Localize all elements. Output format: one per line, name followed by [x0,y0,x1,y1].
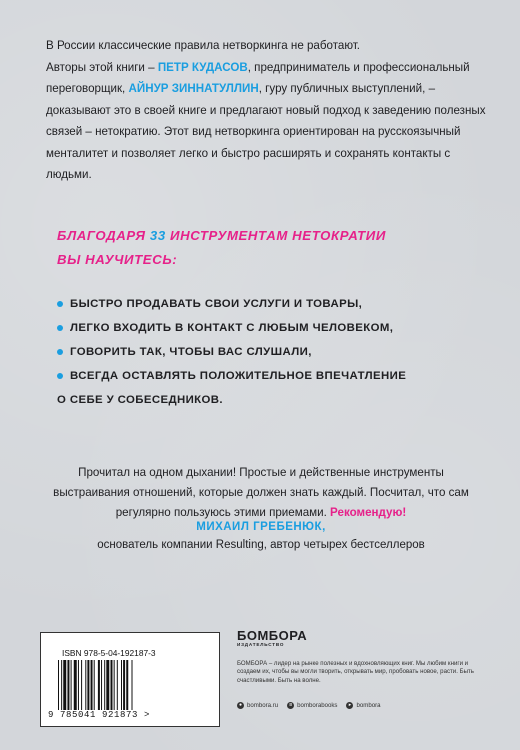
list-item-text: ГОВОРИТЬ ТАК, ЧТОБЫ ВАС СЛУШАЛИ, [70,346,312,358]
endorser [40,518,482,554]
bullet-icon [57,301,63,307]
annotation-text [46,35,486,186]
vk-icon: в [287,702,294,709]
intro-text-2: Авторы этой книги – [46,60,155,74]
testimonial-quote [40,463,482,523]
learn-pre: БЛАГОДАРЯ [57,228,146,243]
publisher-social [237,702,381,709]
quote-highlight: Рекомендую! [330,506,407,519]
barcode-digits: 9 785041 921873 > [48,710,151,720]
learn-number: 33 [149,228,166,243]
list-item-text: ВСЕГДА ОСТАВЛЯТЬ ПОЛОЖИТЕЛЬНОЕ ВПЕЧАТЛЕНИЕ [70,370,407,382]
list-item [57,340,477,364]
endorser-name: МИХАИЛ ГРЕБЕНЮК, [196,521,326,533]
social-web-label: bombora.ru [247,702,279,709]
intro-line-1: В России классические правила нетворкинга не работают. [46,39,361,52]
author-name-1: ПЕТР КУДАСОВ [157,60,248,74]
learn-heading [57,224,386,272]
list-item [57,292,477,316]
skills-list [57,292,477,412]
list-item-continuation: О СЕБЕ У СОБЕСЕДНИКОВ. [57,394,223,406]
messenger-icon: ▸ [346,702,353,709]
intro-text-4: , гуру публичных выступлений, – доказывают это в своей книге и предлагают новый подход к заведению полезных связей – нетократию. Этот вид нетворкинга ориентирован на русскоязычный менталитет и позволяет легко и быстро расширять и сохранять контакты с людьми. [46,82,486,181]
publisher-sub: ИЗДАТЕЛЬСТВО [237,642,285,647]
publisher-logo: БОМБОРА [237,628,308,643]
author-name-2: АЙНУР ЗИННАТУЛЛИН [128,82,259,95]
social-vk [287,702,337,709]
barcode-icon [58,660,198,710]
intro-text-3: , предприниматель и профессиональный переговорщик, [46,60,470,95]
social-messenger-label: bombora [356,702,381,709]
list-item [57,364,477,412]
globe-icon: ● [238,702,243,708]
learn-post: ИНСТРУМЕНТАМ НЕТОКРАТИИ [170,228,386,243]
endorser-title: основатель компании Resulting, автор четырех бестселлеров [97,539,425,551]
social-vk-label: bomborabooks [297,702,338,709]
isbn-text: ISBN 978-5-04-192187-3 [62,648,156,658]
bullet-icon [57,373,63,379]
list-item-text: ЛЕГКО ВХОДИТЬ В КОНТАКТ С ЛЮБЫМ ЧЕЛОВЕКОМ, [70,322,394,334]
list-item-text: БЫСТРО ПРОДАВАТЬ СВОИ УСЛУГИ И ТОВАРЫ, [70,298,363,310]
social-web [237,702,278,709]
social-messenger [346,702,380,709]
quote-text: Прочитал на одном дыхании! Простые и действенные инструменты выстраивания отношений, которые должен знать каждый. Посчитал, что сам регулярно пользуюсь этими приемами. [53,466,469,519]
learn-line-2: ВЫ НАУЧИТЕСЬ: [57,252,178,267]
bullet-icon [57,325,63,331]
list-item [57,316,477,340]
publisher-description: БОМБОРА – лидер на рынке полезных и вдохновляющих книг. Мы любим книги и создаем их, чтобы вы могли творить, открывать мир, пробовать новое, расти. Быть счастливыми. Быть на волне. [237,660,474,684]
bullet-icon [57,349,63,355]
